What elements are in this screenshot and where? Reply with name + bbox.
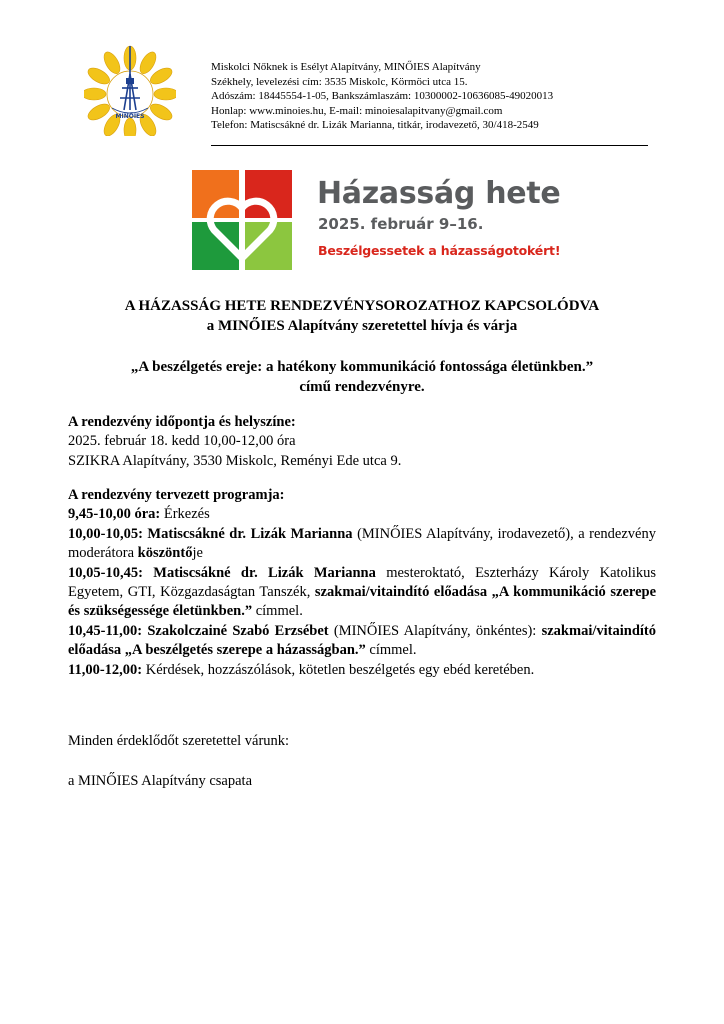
- event-title: „A beszélgetés ereje: a hatékony kommunikáció fontossága életünkben.”: [130, 359, 594, 375]
- intro-line-2: a MINŐIES Alapítvány szeretettel hívja és várja: [206, 318, 518, 334]
- program-item-2: [68, 525, 656, 564]
- venue-heading: A rendezvény időpontja és helyszíne:: [68, 414, 296, 430]
- closing-invitation: Minden érdeklődőt szeretettel várunk:: [68, 733, 290, 749]
- closing-signature: a MINŐIES Alapítvány csapata: [68, 773, 253, 789]
- program-text: Érkezés: [160, 506, 210, 523]
- intro-line-1: A HÁZASSÁG HETE RENDEZVÉNYSOROZATHOZ KAPCSOLÓDVA: [124, 298, 600, 314]
- banner-date: 2025. február 9–16.: [318, 215, 484, 233]
- venue-place: SZIKRA Alapítvány, 3530 Miskolc, Reményi Ede utca 9.: [68, 452, 402, 469]
- program-talk: szakmai/vitaindító előadása „A beszélgetés szerepe a házasságban.”: [68, 622, 656, 659]
- program-time: 10,05-10,45:: [68, 564, 143, 581]
- program-suffix: je: [192, 545, 203, 562]
- header-line-phone: Telefon: Matiscsákné dr. Lizák Marianna, titkár, irodavezető, 30/418-2549: [211, 119, 539, 132]
- header-contact-block: [211, 60, 553, 133]
- program-suffix: címmel.: [365, 642, 417, 659]
- banner-title: Házasság hete: [317, 176, 561, 211]
- program-heading: A rendezvény tervezett programja:: [68, 487, 285, 503]
- program-speaker: Matiscsákné dr. Lizák Marianna: [142, 525, 353, 542]
- program-item-1: [68, 505, 656, 524]
- program-item-5: [68, 661, 656, 680]
- program-talk: szakmai/vitaindító előadása „A kommunikáció szerepe és szükségessége életünkben.”: [68, 584, 657, 620]
- banner-slogan: Beszélgessetek a házasságotokért!: [318, 243, 561, 258]
- event-title-block: [40, 357, 684, 397]
- program-speaker: Matiscsákné dr. Lizák Marianna: [142, 564, 376, 581]
- program-text: Kérdések, hozzászólások, kötetlen beszélgetés egy ebéd keretében.: [142, 661, 535, 678]
- program-bold-word: köszöntő: [137, 545, 193, 562]
- program-suffix: címmel.: [252, 603, 303, 620]
- event-subtitle: című rendezvényre.: [299, 379, 425, 395]
- sunflower-tower-icon: [84, 44, 176, 136]
- program-role: (MINŐIES Alapítvány, irodavezető), a rendezvény moderátora: [68, 525, 656, 562]
- program-role: (MINŐIES Alapítvány, önkéntes):: [328, 622, 542, 639]
- program-speaker: Szakolczainé Szabó Erzsébet: [142, 622, 329, 639]
- program-role: mesteroktató, Eszterházy Károly Katolikus Egyetem, GTI, Közgazdaságtan Tanszék,: [68, 564, 656, 601]
- header-line-tax: Adószám: 18445554-1-05, Bankszámlaszám: 10300002-10636085-49020013: [211, 90, 554, 103]
- program-time: 11,00-12,00:: [68, 661, 143, 678]
- header-divider: [211, 145, 648, 146]
- intro-block: [40, 296, 684, 336]
- venue-section: [68, 413, 656, 471]
- header-line-name: Miskolci Nőknek is Esélyt Alapítvány, MINŐIES Alapítvány: [211, 61, 481, 73]
- venue-date: 2025. február 18. kedd 10,00-12,00 óra: [68, 433, 296, 450]
- program-item-4: [68, 622, 656, 661]
- header-line-web: Honlap: www.minoies.hu, E-mail: minoiesalapitvany@gmail.com: [211, 104, 503, 117]
- program-time: 10,45-11,00:: [68, 622, 143, 639]
- program-section: [68, 486, 656, 680]
- logo-text: MINŐIES: [115, 113, 145, 120]
- program-item-3: [68, 564, 656, 622]
- program-time: 9,45-10,00 óra:: [68, 506, 161, 523]
- program-time: 10,00-10,05:: [68, 525, 143, 542]
- header-line-address: Székhely, levelezési cím: 3535 Miskolc, Körmöci utca 15.: [211, 75, 468, 88]
- marriage-week-heart-logo: [192, 170, 292, 270]
